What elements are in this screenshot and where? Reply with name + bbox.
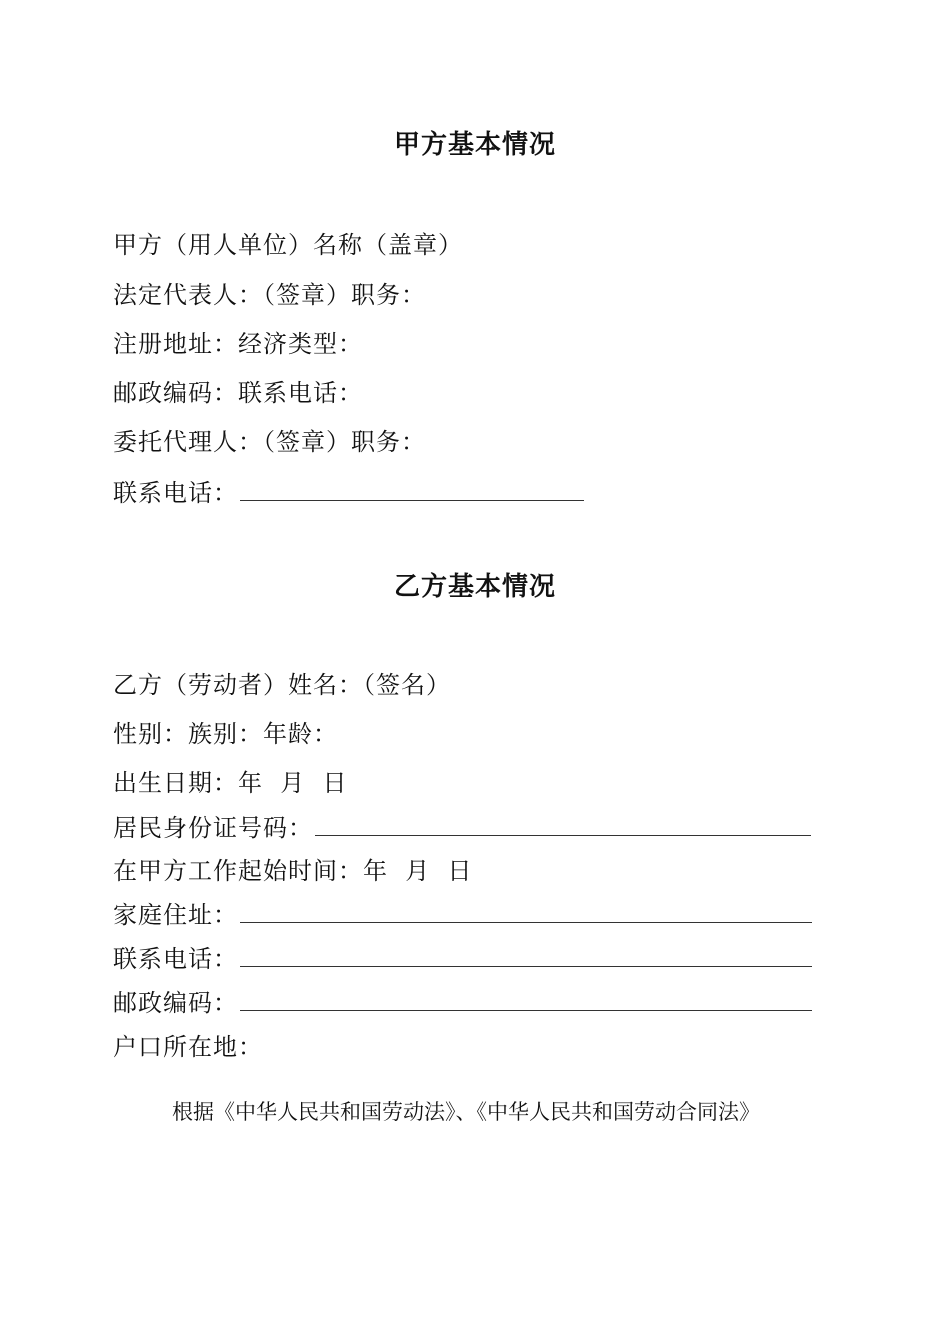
party-b-hukou-label: 户口所在地： (113, 1033, 263, 1061)
party-b-home-address-blank[interactable] (240, 921, 812, 923)
party-b-phone-label: 联系电话： (113, 945, 238, 973)
party-b-gender-field (113, 719, 338, 749)
party-a-legal-rep-label: 法定代表人：（签章）职务： (113, 281, 426, 309)
party-a-address-label: 注册地址：经济类型： (113, 330, 363, 358)
party-b-id-field (113, 813, 811, 843)
party-b-title: 乙方基本情况 (393, 572, 556, 602)
party-b-name-field (113, 670, 451, 700)
party-a-name-label: 甲方（用人单位）名称（盖章） (113, 231, 463, 259)
party-b-home-address-label: 家庭住址： (113, 901, 238, 929)
party-b-id-blank[interactable] (315, 834, 811, 836)
legal-basis-text: 根据《中华人民共和国劳动法》、《中华人民共和国劳动合同法》 (172, 1100, 760, 1124)
party-b-start-date-field (113, 856, 473, 886)
party-b-start-date-label: 在甲方工作起始时间：年 月 日 (113, 857, 473, 885)
party-a-address-field (113, 329, 363, 359)
party-a-agent-field (113, 427, 426, 457)
party-b-id-label: 居民身份证号码： (113, 814, 313, 842)
party-a-postal-field (113, 378, 363, 408)
party-a-phone-label: 联系电话： (113, 479, 238, 507)
party-a-legal-rep-field (113, 280, 426, 310)
party-a-agent-label: 委托代理人：（签章）职务： (113, 428, 426, 456)
party-b-phone-blank[interactable] (240, 965, 812, 967)
party-b-hukou-field (113, 1032, 263, 1062)
party-a-title: 甲方基本情况 (393, 130, 556, 160)
party-b-gender-label: 性别：族别：年龄： (113, 720, 338, 748)
party-b-home-address-field (113, 900, 812, 930)
party-a-name-field (113, 230, 463, 260)
party-b-postal-label: 邮政编码： (113, 989, 238, 1017)
party-a-phone-blank[interactable] (240, 499, 584, 501)
party-b-postal-blank[interactable] (240, 1009, 812, 1011)
party-b-name-label: 乙方（劳动者）姓名：（签名） (113, 671, 451, 699)
party-a-phone-field (113, 478, 584, 508)
party-b-postal-field (113, 988, 812, 1018)
party-b-birth-field (113, 768, 348, 798)
party-b-phone-field (113, 944, 812, 974)
party-a-postal-label: 邮政编码：联系电话： (113, 379, 363, 407)
party-b-birth-label: 出生日期：年 月 日 (113, 769, 348, 797)
